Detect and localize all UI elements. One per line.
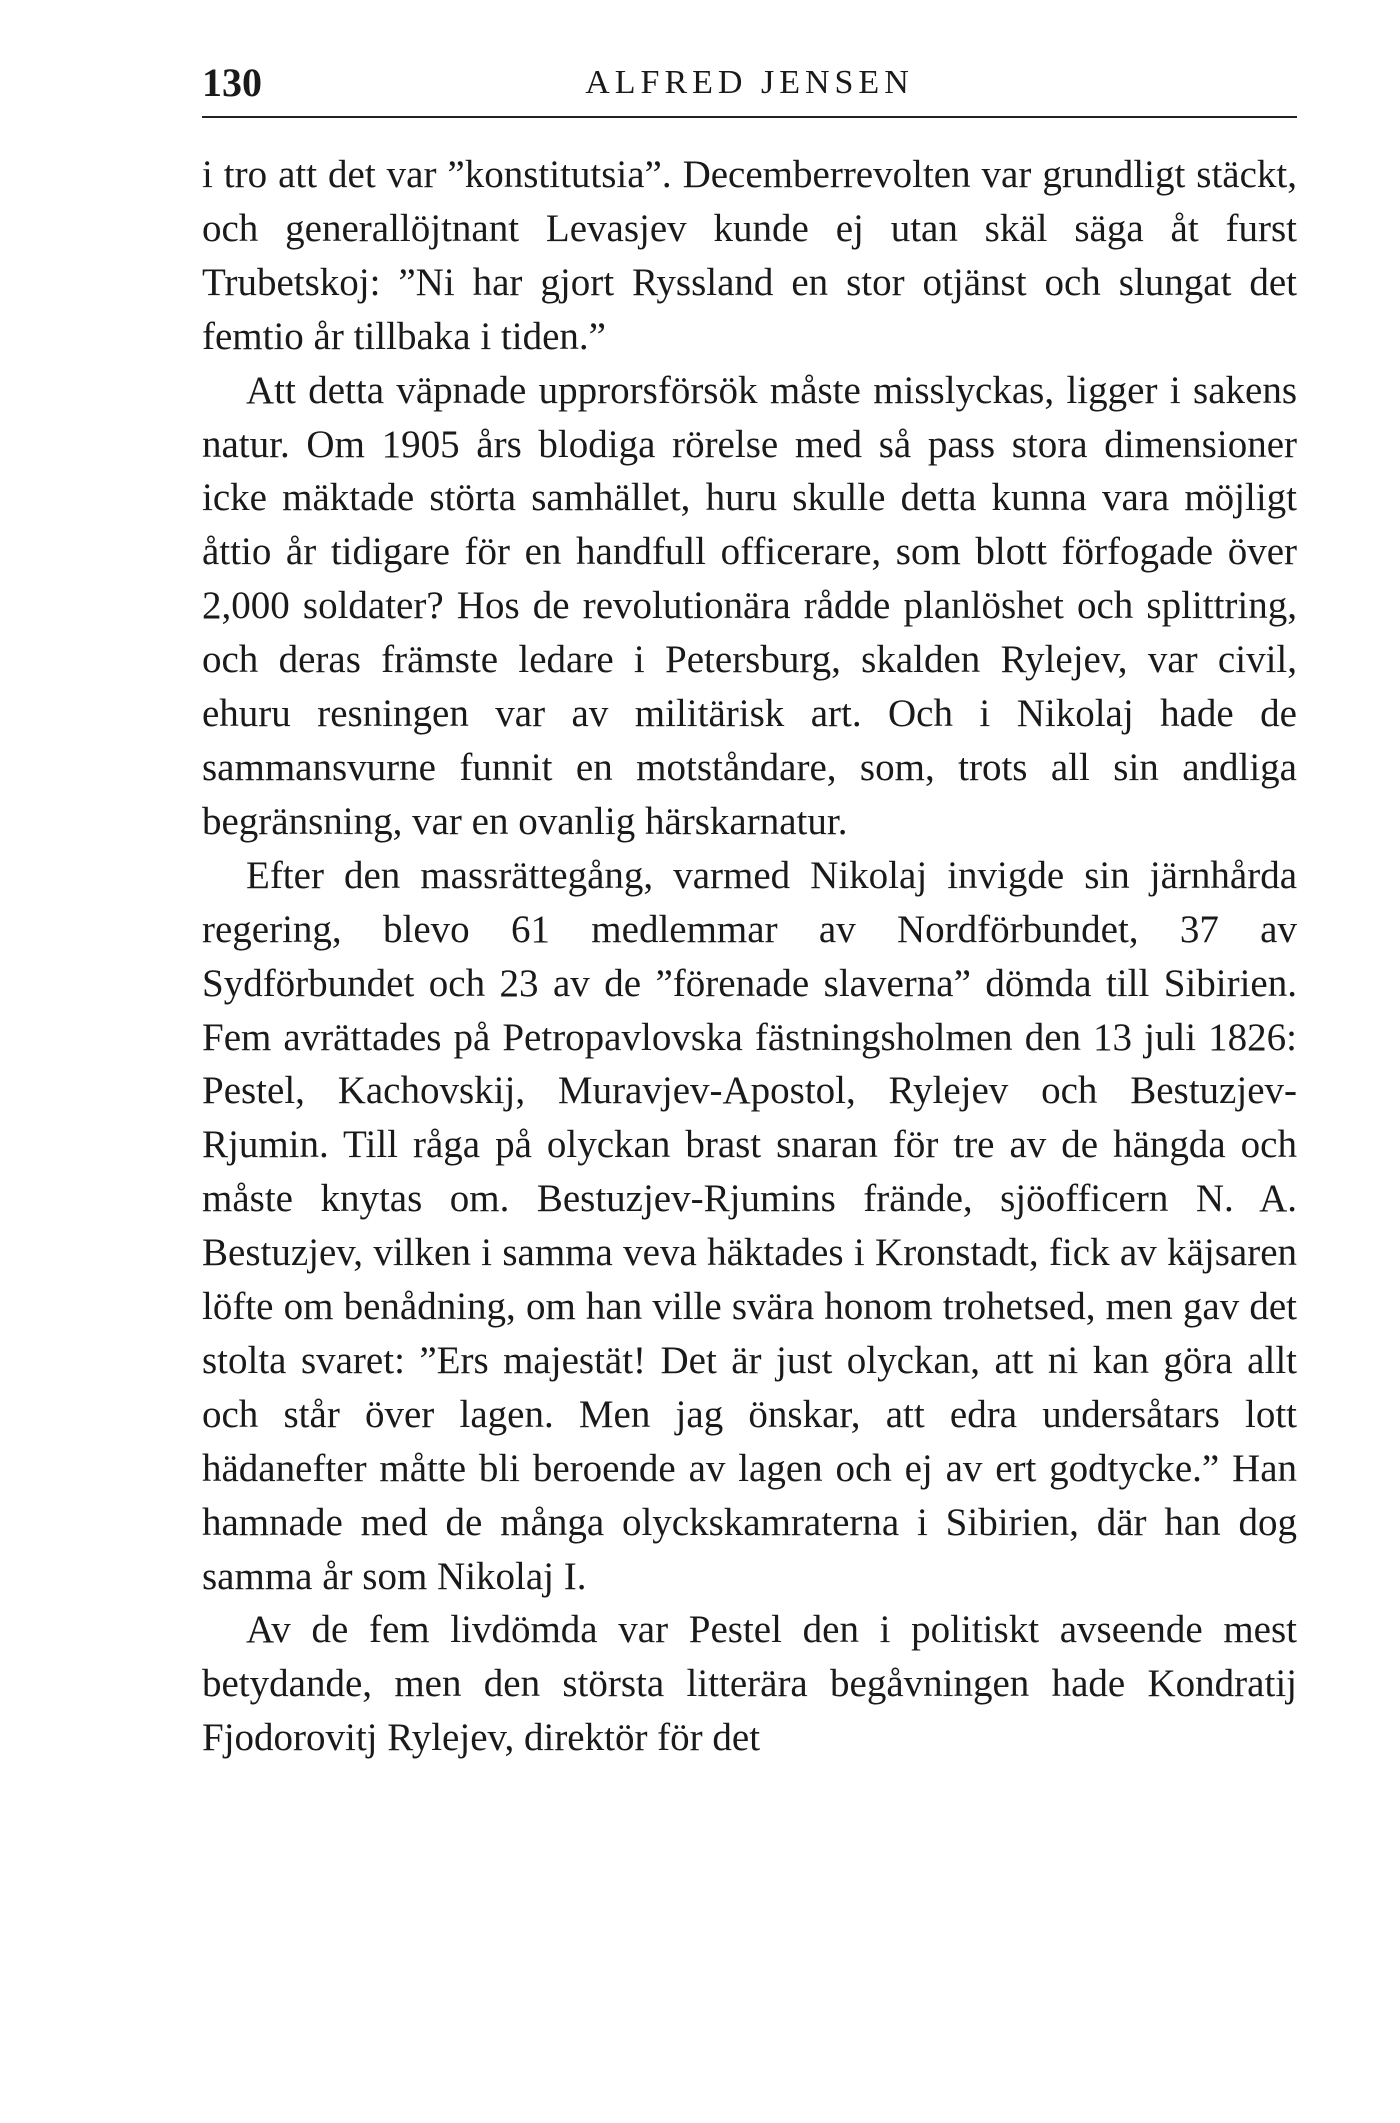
- paragraph: Att detta väpnade upprorsförsök måste misslyckas, ligger i sakens natur. Om 1905 års blodiga rörelse med så pass stora dimensioner icke mäktade störta samhället, huru skulle detta kunna vara möjligt åttio år tidigare för en handfull officerare, som blott förfogade över 2,000 soldater? Hos de revolutionära rådde planlöshet och splittring, och deras främste ledare i Petersburg, skalden Rylejev, var civil, ehuru resningen var av militärisk art. Och i Nikolaj hade de sammansvurne funnit en motståndare, som, trots all sin andliga begränsning, var en ovanlig härskarnatur.: [202, 368, 1297, 843]
- body-text: [202, 148, 1297, 1765]
- running-head: [202, 56, 1297, 110]
- header-rule: [202, 116, 1297, 118]
- paragraph-continued: i tro att det var ”konstitutsia”. Decemberrevolten var grundligt stäckt, och generallöjtnant Levasjev kunde ej utan skäl säga åt furst Trubetskoj: ”Ni har gjort Ryssland en stor otjänst och slungat det femtio år tillbaka i tiden.”: [202, 153, 1297, 358]
- book-page: [202, 56, 1297, 1765]
- paragraph: Efter den massrättegång, varmed Nikolaj invigde sin järnhårda regering, blevo 61 medlemmar av Nordförbundet, 37 av Sydförbundet och 23 av de ”förenade slaverna” dömda till Sibirien. Fem avrättades på Petropavlovska fästningsholmen den 13 juli 1826: Pestel, Kachovskij, Muravjev-Apostol, Rylejev och Bestuzjev-Rjumin. Till råga på olyckan brast snaran för tre av de hängda och måste knytas om. Bestuzjev-Rjumins frände, sjöofficern N. A. Bestuzjev, vilken i samma veva häktades i Kronstadt, fick av käjsaren löfte om benådning, om han ville svära honom trohetsed, men gav det stolta svaret: ”Ers majestät! Det är just olyckan, att ni kan göra allt och står över lagen. Men jag önskar, att edra undersåtars lott hädanefter måtte bli beroende av lagen och ej av ert godtycke.” Han hamnade med de många olyckskamraterna i Sibirien, där han dog samma år som Nikolaj I.: [202, 853, 1297, 1598]
- running-title: ALFRED JENSEN: [585, 64, 914, 101]
- paragraph: Av de fem livdömda var Pestel den i politiskt avseende mest betydande, men den största litterära begåvningen hade Kondratij Fjodorovitj Rylejev, direktör för det: [202, 1608, 1297, 1760]
- page-number: 130: [202, 60, 262, 105]
